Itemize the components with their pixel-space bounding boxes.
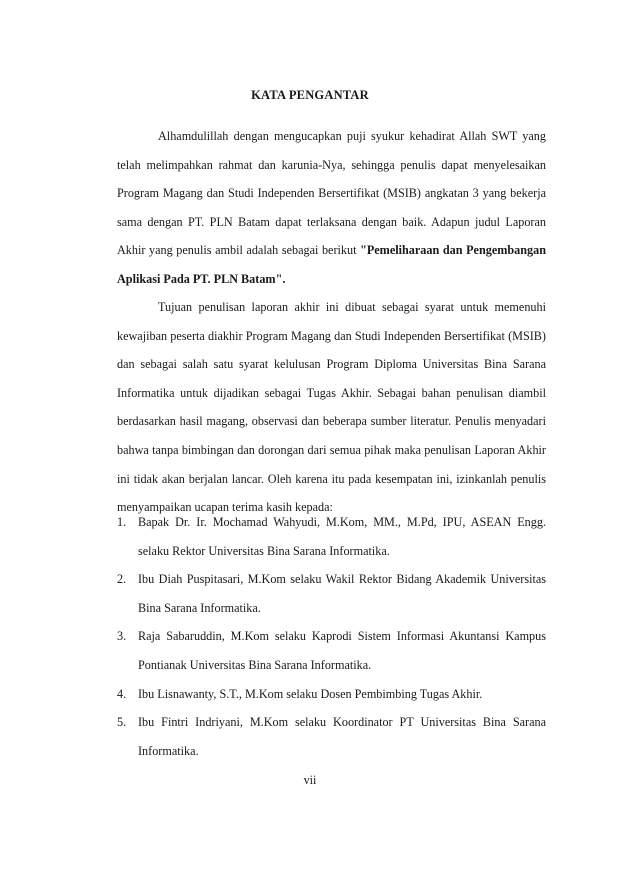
list-item-number: 4. (117, 686, 127, 701)
list-item (117, 680, 546, 709)
acknowledgement-list (117, 508, 546, 765)
list-item-number: 1. (117, 515, 127, 529)
list-item-text: Ibu Fintri Indriyani, M.Kom selaku Koordinator PT Universitas Bina Sarana Informatika. (138, 715, 546, 758)
list-item (117, 508, 546, 565)
list-item (117, 565, 546, 622)
page-number: vii (303, 773, 317, 787)
report-title: "Pemeliharaan dan Pengembangan Aplikasi Pada PT. PLN Batam". (117, 243, 546, 286)
purpose-paragraph (117, 293, 546, 522)
list-item-number: 5. (117, 715, 127, 730)
intro-text: Alhamdulillah dengan mengucapkan puji syukur kehadirat Allah SWT yang telah melimpahkan rahmat dan karunia-Nya, sehingga penulis dapat menyelesaikan Program Magang dan Studi Independen Bersertifikat (MSIB) angkatan 3 yang bekerja sama dengan PT. PLN Batam dapat terlaksana dengan baik. Adapun judul Laporan Akhir yang penulis ambil adalah sebagai berikut (117, 129, 546, 258)
intro-paragraph-text (117, 122, 546, 294)
list-item-number: 2. (117, 572, 127, 587)
list-item-number: 3. (117, 629, 127, 644)
list-item-text: Ibu Lisnawanty, S.T., M.Kom selaku Dosen Pembimbing Tugas Akhir. (138, 686, 483, 701)
list-item-text: Ibu Diah Puspitasari, M.Kom selaku Wakil Rektor Bidang Akademik Universitas Bina Sarana Informatika. (138, 572, 546, 615)
page-title: KATA PENGANTAR (251, 88, 369, 102)
list-item-text: Raja Sabaruddin, M.Kom selaku Kaprodi Sistem Informasi Akuntansi Kampus Pontianak Universitas Bina Sarana Informatika. (138, 629, 546, 672)
list-item (117, 708, 546, 765)
purpose-paragraph-text: Tujuan penulisan laporan akhir ini dibuat sebagai syarat untuk memenuhi kewajiban peserta diakhir Program Magang dan Studi Independen Bersertifikat (MSIB) dan sebagai salah satu syarat kelulusan Program Diploma Universitas Bina Sarana Informatika untuk dijadikan sebagai Tugas Akhir. Sebagai bahan penulisan diambil berdasarkan hasil magang, observasi dan beberapa sumber literatur. Penulis menyadari bahwa tanpa bimbingan dan dorongan dari semua pihak maka penulisan Laporan Akhir ini tidak akan berjalan lancar. Oleh karena itu pada kesempatan ini, izinkanlah penulis menyampaikan ucapan terima kasih kepada: (117, 300, 546, 515)
list-item (117, 622, 546, 679)
intro-paragraph (117, 122, 546, 294)
list-item-text: Bapak Dr. Ir. Mochamad Wahyudi, M.Kom, MM., M.Pd, IPU, ASEAN Engg. selaku Rektor Universitas Bina Sarana Informatika. (138, 515, 546, 558)
